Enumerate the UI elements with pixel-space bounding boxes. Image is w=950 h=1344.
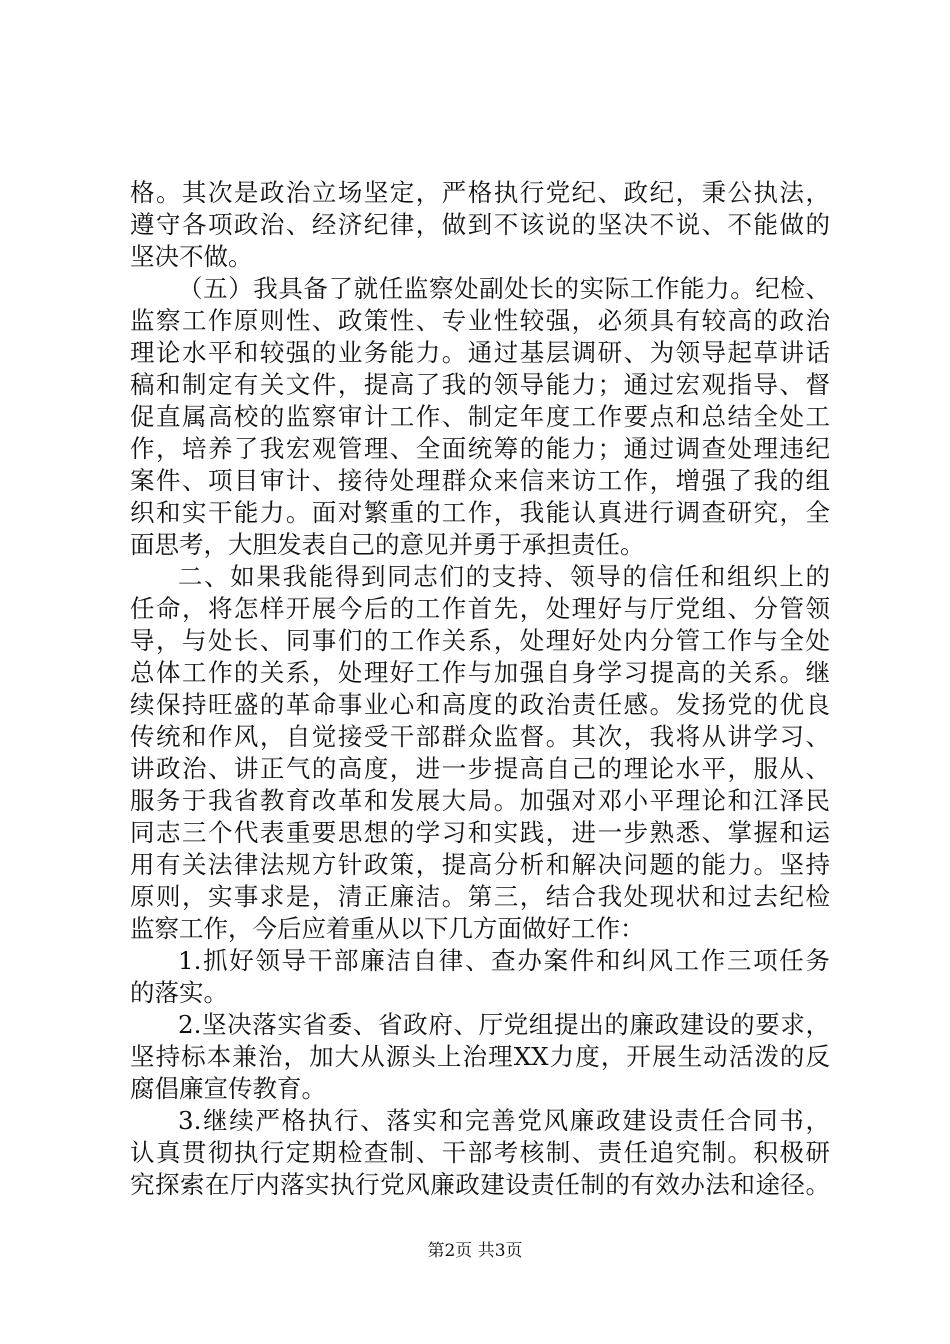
text-line: 理论水平和较强的业务能力。通过基层调研、为领导起草讲话 [130,338,830,367]
text-line: 面思考，大胆发表自己的意见并勇于承担责任。 [130,530,645,559]
text-line: 监察工作，今后应着重从以下几方面做好工作： [130,914,645,943]
text-line: 监察工作原则性、政策性、专业性较强，必须具有较高的政治 [130,306,830,335]
text-line: 遵守各项政治、经济纪律，做到不该说的坚决不说、不能做的 [130,210,830,239]
text-line: 稿和制定有关文件，提高了我的领导能力；通过宏观指导、督 [130,370,830,399]
text-line: 3.继续严格执行、落实和完善党风廉政建设责任合同书， [178,1106,830,1135]
text-line: 导，与处长、同事们的工作关系，处理好处内分管工作与全处 [130,626,830,655]
text-line: （五）我具备了就任监察处副处长的实际工作能力。纪检、 [178,274,830,303]
text-line: 总体工作的关系，处理好工作与加强自身学习提高的关系。继 [130,658,830,687]
text-line: 2.坚决落实省委、省政府、厅党组提出的廉政建设的要求， [178,1010,830,1039]
text-line: 格。其次是政治立场坚定，严格执行党纪、政纪，秉公执法， [130,178,830,207]
text-line: 案件、项目审计、接待处理群众来信来访工作，增强了我的组 [130,466,830,495]
text-line: 坚决不做。 [130,242,253,271]
text-line: 讲政治、讲正气的高度，进一步提高自己的理论水平，服从、 [130,754,830,783]
text-line: 促直属高校的监察审计工作、制定年度工作要点和总结全处工 [130,402,830,431]
text-line: 织和实干能力。面对繁重的工作，我能认真进行调查研究，全 [130,498,830,527]
page-footer: 第2页 共3页 [427,1241,523,1261]
text-line: 任命，将怎样开展今后的工作首先，处理好与厅党组、分管领 [130,594,830,623]
text-line: 二、如果我能得到同志们的支持、领导的信任和组织上的 [178,562,830,591]
text-line: 坚持标本兼治，加大从源头上治理XX力度，开展生动活泼的反 [130,1042,830,1071]
text-line: 究探索在厅内落实执行党风廉政建设责任制的有效办法和途径。 [130,1170,830,1199]
text-line: 传统和作风，自觉接受干部群众监督。其次，我将从讲学习、 [130,722,830,751]
text-line: 续保持旺盛的革命事业心和高度的政治责任感。发扬党的优良 [130,690,830,719]
text-line: 腐倡廉宣传教育。 [130,1074,326,1103]
text-line: 原则，实事求是，清正廉洁。第三，结合我处现状和过去纪检 [130,882,830,911]
text-line: 服务于我省教育改革和发展大局。加强对邓小平理论和江泽民 [130,786,830,815]
text-line: 认真贯彻执行定期检查制、干部考核制、责任追究制。积极研 [130,1138,830,1167]
text-line: 作，培养了我宏观管理、全面统筹的能力；通过调查处理违纪 [130,434,830,463]
text-line: 同志三个代表重要思想的学习和实践，进一步熟悉、掌握和运 [130,818,830,847]
text-line: 的落实。 [130,978,228,1007]
text-line: 1.抓好领导干部廉洁自律、查办案件和纠风工作三项任务 [178,946,830,975]
text-line: 用有关法律法规方针政策，提高分析和解决问题的能力。坚持 [130,850,830,879]
